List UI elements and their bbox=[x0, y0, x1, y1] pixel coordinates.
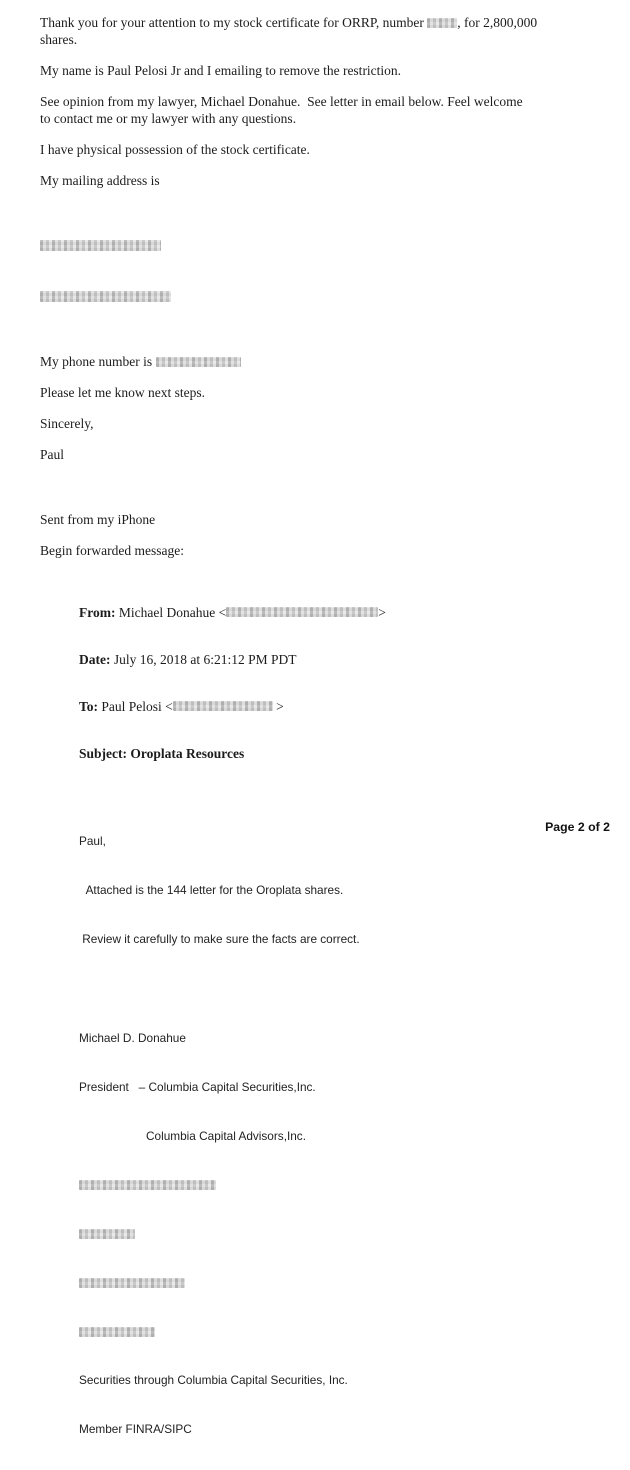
redacted-office-address-line-4 bbox=[79, 1324, 568, 1340]
redacted-address-line-1 bbox=[40, 237, 568, 254]
paragraph-possession: I have physical possession of the stock certificate. bbox=[40, 142, 310, 157]
paragraph-begin-forwarded: Begin forwarded message: bbox=[40, 543, 184, 558]
spacer bbox=[79, 980, 568, 998]
from-close-bracket: > bbox=[378, 605, 386, 621]
forwarded-to-line bbox=[79, 699, 568, 715]
text-certificate-prefix: Thank you for your attention to my stock certificate for ORRP, number bbox=[40, 15, 428, 30]
forwarded-subject-line bbox=[79, 746, 568, 762]
date-value: July 16, 2018 at 6:21:12 PM PDT bbox=[113, 651, 297, 667]
redacted-phone-number bbox=[156, 357, 241, 367]
text-certificate-line2: shares. bbox=[40, 32, 78, 47]
forwarded-body-line-2: Review it carefully to make sure the facts are correct. bbox=[79, 931, 360, 946]
signature-member: Member FINRA/SIPC bbox=[79, 1422, 192, 1437]
paragraph-name: My name is Paul Pelosi Jr and I emailing to remove the restriction. bbox=[40, 63, 402, 78]
redacted-office-address-line-3 bbox=[79, 1275, 568, 1291]
paragraph-lawyer bbox=[40, 93, 568, 127]
redacted-street bbox=[40, 240, 161, 251]
from-label: From: bbox=[79, 605, 119, 621]
redacted-certificate-number bbox=[427, 18, 457, 28]
forwarded-body bbox=[79, 800, 568, 1470]
to-close-bracket: > bbox=[272, 698, 284, 714]
from-name: Michael Donahue < bbox=[118, 605, 227, 621]
signature-firm-disclosure: Securities through Columbia Capital Securities, Inc. bbox=[79, 1373, 348, 1388]
paragraph-phone bbox=[40, 353, 568, 370]
letter-body bbox=[40, 14, 568, 1470]
to-name: Paul Pelosi < bbox=[101, 698, 173, 714]
redacted-office-address-line-2 bbox=[79, 1226, 568, 1242]
signature-role: President – Columbia Capital Securities,Inc. bbox=[79, 1080, 316, 1095]
page-number-footer: Page 2 of 2 bbox=[545, 820, 610, 834]
signature-name: Michael D. Donahue bbox=[79, 1031, 186, 1046]
redacted-mailing-address bbox=[40, 203, 568, 339]
forwarded-greeting: Paul, bbox=[79, 833, 106, 848]
redacted-office-address-line-1 bbox=[79, 1177, 568, 1193]
date-label: Date: bbox=[79, 651, 114, 667]
redacted-address-line-2 bbox=[40, 288, 568, 305]
text-phone-prefix: My phone number is bbox=[40, 354, 156, 369]
to-label: To: bbox=[79, 698, 102, 714]
text-certificate-suffix: , for 2,800,000 bbox=[457, 15, 538, 30]
forwarded-from-line bbox=[79, 605, 568, 621]
paragraph-certificate bbox=[40, 14, 568, 48]
redacted-suite bbox=[79, 1229, 135, 1239]
subject-value: Oroplata Resources bbox=[130, 745, 245, 761]
redacted-street-office bbox=[79, 1180, 216, 1190]
paragraph-mailing-address-intro: My mailing address is bbox=[40, 173, 160, 188]
redacted-city-office bbox=[79, 1278, 185, 1288]
paragraph-next-steps: Please let me know next steps. bbox=[40, 385, 205, 400]
subject-label: Subject: bbox=[79, 745, 131, 761]
redacted-phone-office bbox=[79, 1327, 155, 1337]
forwarded-date-line bbox=[79, 652, 568, 668]
text-lawyer-line1: See opinion from my lawyer, Michael Donahue. See letter in email below. Feel welcome bbox=[40, 94, 523, 109]
text-lawyer-line2: to contact me or my lawyer with any questions. bbox=[40, 111, 297, 126]
signature-role-2: Columbia Capital Advisors,Inc. bbox=[146, 1128, 306, 1143]
redacted-from-email bbox=[226, 607, 378, 617]
paragraph-sent-from-iphone: Sent from my iPhone bbox=[40, 512, 156, 527]
forwarded-header bbox=[79, 574, 568, 792]
paragraph-signoff-paul: Paul bbox=[40, 447, 65, 462]
paragraph-sincerely: Sincerely, bbox=[40, 416, 94, 431]
forwarded-body-line-1: Attached is the 144 letter for the Oroplata shares. bbox=[79, 882, 344, 897]
redacted-to-email bbox=[173, 701, 273, 711]
redacted-city-state-zip bbox=[40, 291, 171, 302]
